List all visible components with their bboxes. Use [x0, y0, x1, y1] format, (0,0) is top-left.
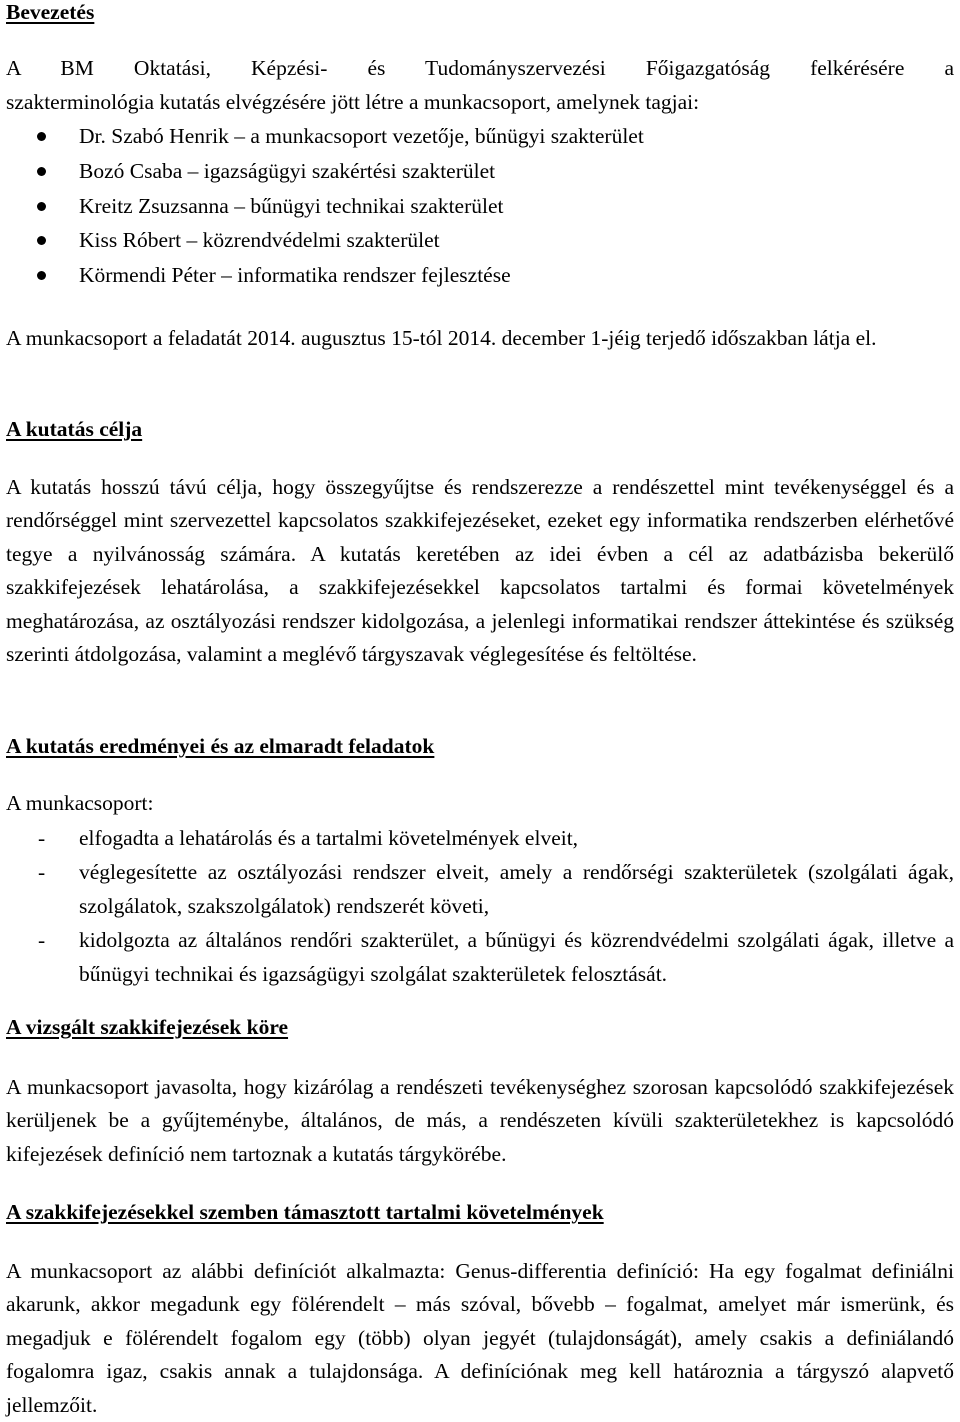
intro-heading: Bevezetés [6, 0, 95, 24]
result-text: kidolgozta az általános rendőri szakterület, a bűnügyi és közrendvédelmi szolgálati ágak, illetve a bűnügyi technikai és igazságügyi szolgálat szakterületek felosztását. [79, 928, 954, 986]
list-item [6, 223, 946, 258]
bullet-icon [37, 167, 46, 176]
list-item [6, 258, 946, 293]
scope-heading: A vizsgált szakkifejezések köre [6, 1015, 289, 1039]
intro-paragraph-line-2: szakterminológia kutatás elvégzésére jött létre a munkacsoport, amelynek tagjai: [6, 90, 700, 114]
results-lead: A munkacsoport: [6, 791, 154, 815]
member-name: Kreitz Zsuzsanna – bűnügyi technikai szakterület [79, 193, 504, 218]
bullet-icon [37, 271, 46, 280]
results-heading: A kutatás eredményei és az elmaradt feladatok [6, 734, 435, 758]
list-item [6, 119, 946, 154]
member-name: Kiss Róbert – közrendvédelmi szakterület [79, 228, 440, 253]
requirements-heading: A szakkifejezésekkel szemben támasztott tartalmi követelmények [6, 1200, 604, 1224]
member-name: Bozó Csaba – igazságügyi szakértési szakterület [79, 158, 496, 183]
bullet-icon [37, 236, 46, 245]
member-name: Dr. Szabó Henrik – a munkacsoport vezetője, bűnügyi szakterület [79, 124, 644, 148]
results-list [6, 821, 954, 991]
member-list [6, 119, 946, 293]
goal-paragraph: A kutatás hosszú távú célja, hogy összegyűjtse és rendszerezze a rendészettel mint tevékenységgel és a rendőrséggel mint szervezettel kapcsolatos szakkifejezéseket, ezeket egy informatika rendszerben elérhetővé tegye a nyilvánosság számára. A kutatás keretében az idei évben a cél az adatbázisba bekerülő szakkifejezések lehatárolása, a szakkifejezésekkel kapcsolatos tartalmi és formai követelmények meghatározása, az osztályozási rendszer kidolgozása, a jelenlegi informatikai rendszer áttekintése és szükség szerinti átdolgozása, valamint a meglévő tárgyszavak véglegesítése és feltöltése. [6, 475, 954, 667]
result-text: véglegesítette az osztályozási rendszer elveit, amely a rendőrségi szakterületek (szolgálati ágak, szolgálatok, szakszolgálatok) rendszerét követi, [79, 860, 954, 918]
bullet-icon [37, 202, 46, 211]
intro-paragraph-line-1: A BM Oktatási, Képzési- és Tudományszervezési Főigazgatóság felkérésére a [6, 56, 954, 80]
member-name: Körmendi Péter – informatika rendszer fejlesztése [79, 263, 511, 288]
list-item [6, 821, 954, 855]
dash-marker: - [38, 928, 46, 952]
dash-marker: - [38, 860, 46, 884]
dash-marker: - [38, 826, 46, 850]
scope-paragraph: A munkacsoport javasolta, hogy kizárólag a rendészeti tevékenységhez szorosan kapcsolódó szakkifejezések kerüljenek be a gyűjteménybe, általános, de más, a rendészeten kívüli szakterületekhez is kapcsolódó kifejezések definíció nem tartoznak a kutatás tárgykörébe. [6, 1075, 954, 1166]
result-text: elfogadta a lehatárolás és a tartalmi követelmények elveit, [79, 826, 579, 850]
list-item [6, 923, 954, 991]
requirements-paragraph: A munkacsoport az alábbi definíciót alkalmazta: Genus-differentia definíció: Ha egy fogalmat definiálni akarunk, akkor megadunk egy fölérendelt – más szóval, bővebb – fogalmat, amelyet már ismerünk, és megadjuk e fölérendelt fogalom egy (több) olyan jegyét (tulajdonságát), amely csakis a definiálandó fogalomra igaz, csakis annak a tulajdonsága. A definíciónak meg kell határoznia a tárgyszó alapvető jellemzőit. [6, 1259, 954, 1417]
list-item [6, 189, 946, 224]
period-paragraph: A munkacsoport a feladatát 2014. augusztus 15-tól 2014. december 1-jéig terjedő időszakban látja el. [6, 326, 877, 350]
goal-heading: A kutatás célja [6, 417, 143, 441]
list-item [6, 154, 946, 189]
list-item [6, 855, 954, 923]
bullet-icon [37, 132, 46, 141]
